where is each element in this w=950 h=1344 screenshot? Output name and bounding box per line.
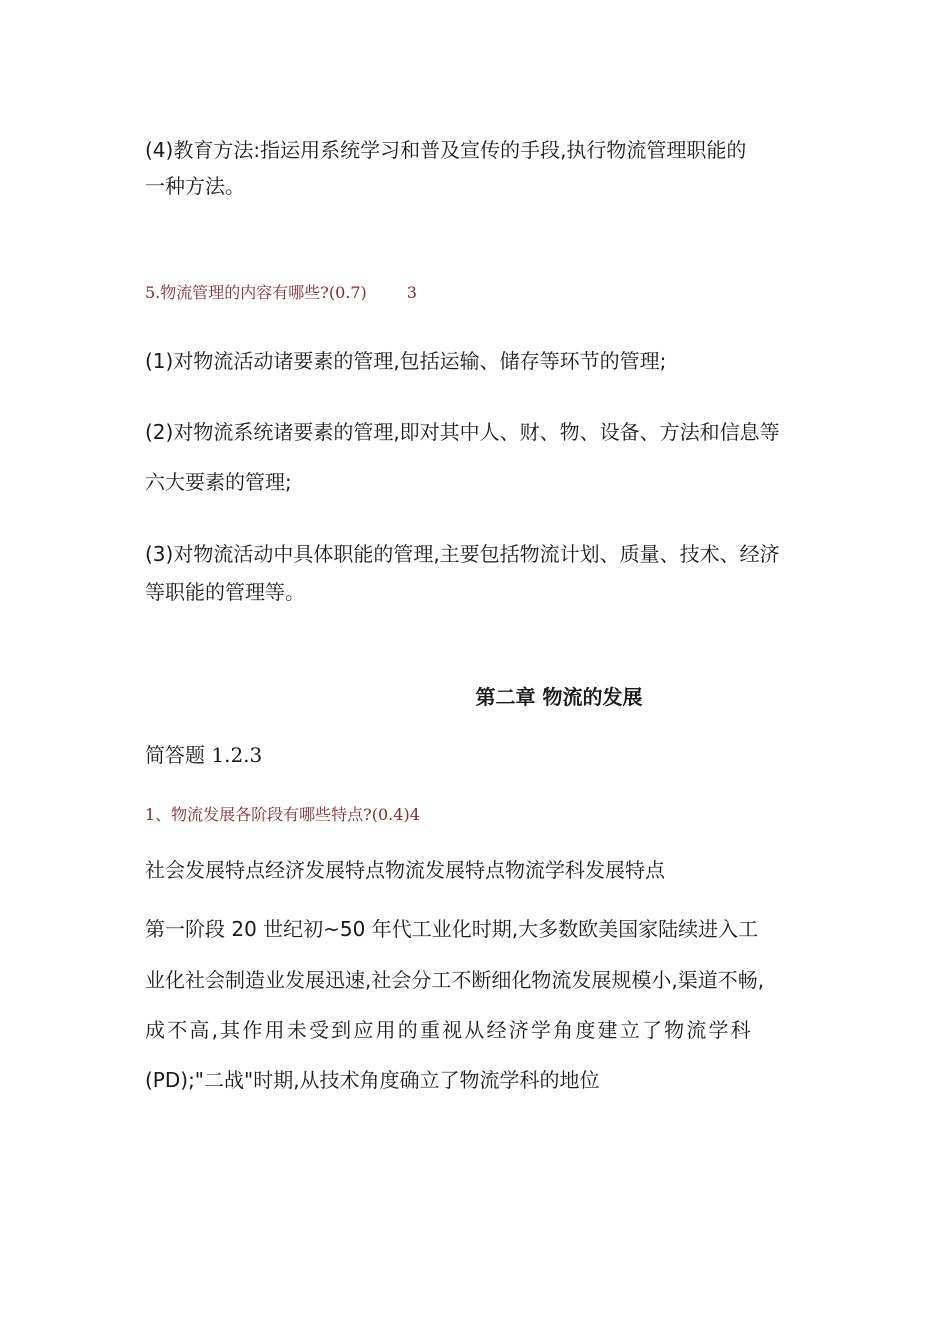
paragraph-line: 一种方法。 [145,174,245,198]
question-text: 5.物流管理的内容有哪些?(0.7) [145,283,367,302]
paragraph-line: 业化社会制造业发展迅速,社会分工不断细化物流发展规模小,渠道不畅, [145,968,765,992]
section-label: 简答题 1.2.3 [145,743,263,767]
paragraph-line: 第一阶段 20 世纪初~50 年代工业化时期,大多数欧美国家陆续进入工 [145,917,759,941]
paragraph-line: 成不高,其作用未受到应用的重视从经济学角度建立了物流学科 [145,1018,753,1042]
question-heading: 1、物流发展各阶段有哪些特点?(0.4)4 [145,805,420,824]
question-score: 3 [406,283,417,302]
chapter-title: 第二章 物流的发展 [475,685,643,709]
table-header-line: 社会发展特点经济发展特点物流发展特点物流学科发展特点 [145,858,665,882]
answer-line: (1)对物流活动诸要素的管理,包括运输、储存等环节的管理; [145,349,667,373]
question-heading [145,279,815,307]
answer-line: (2)对物流系统诸要素的管理,即对其中人、财、物、设备、方法和信息等 [145,420,780,444]
answer-line: 等职能的管理等。 [145,580,305,604]
paragraph-line: (4)教育方法:指运用系统学习和普及宣传的手段,执行物流管理职能的 [145,138,747,162]
paragraph-line: (PD);"二战"时期,从技术角度确立了物流学科的地位 [145,1068,600,1092]
answer-line: 六大要素的管理; [145,470,292,494]
answer-line: (3)对物流活动中具体职能的管理,主要包括物流计划、质量、技术、经济 [145,542,780,566]
